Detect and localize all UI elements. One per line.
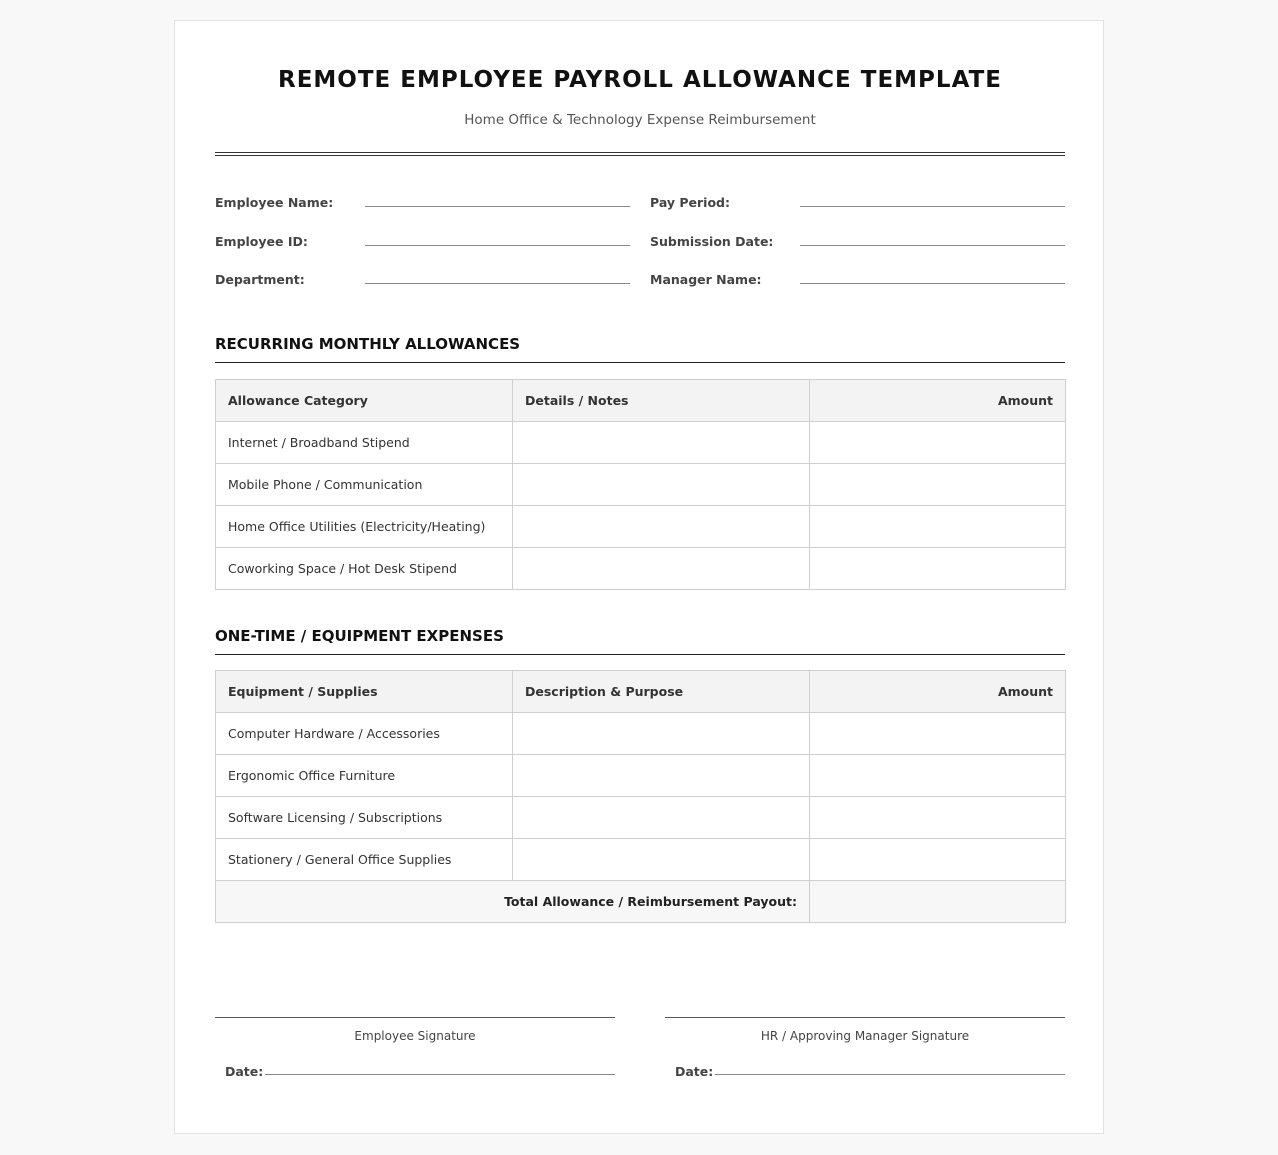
employee-name-field[interactable] <box>215 193 630 217</box>
manager-name-line[interactable] <box>800 283 1065 284</box>
equipment-cell: Computer Hardware / Accessories <box>216 713 513 755</box>
employee-date-label: Date: <box>225 1064 264 1079</box>
employee-signature-block <box>215 1017 615 1079</box>
employee-id-label: Employee ID: <box>215 234 308 249</box>
employee-name-label: Employee Name: <box>215 195 334 210</box>
pay-period-line[interactable] <box>800 206 1065 207</box>
submission-date-label: Submission Date: <box>650 234 774 249</box>
total-row <box>216 881 1066 923</box>
department-line[interactable] <box>365 283 630 284</box>
document-title: REMOTE EMPLOYEE PAYROLL ALLOWANCE TEMPLATE <box>277 67 1002 93</box>
column-header: Allowance Category <box>216 380 513 422</box>
employee-signature-label: Employee Signature <box>354 1029 476 1043</box>
equipment-cell: Ergonomic Office Furniture <box>216 755 513 797</box>
table-row <box>216 422 1066 464</box>
employee-signature-line[interactable] <box>215 1017 615 1018</box>
notes-cell[interactable] <box>513 506 810 548</box>
table-row <box>216 506 1066 548</box>
category-cell: Mobile Phone / Communication <box>216 464 513 506</box>
submission-date-field[interactable] <box>650 232 1065 256</box>
notes-cell[interactable] <box>513 422 810 464</box>
description-cell[interactable] <box>513 839 810 881</box>
description-cell[interactable] <box>513 797 810 839</box>
amount-cell[interactable] <box>810 548 1066 590</box>
department-label: Department: <box>215 272 305 287</box>
amount-cell[interactable] <box>810 839 1066 881</box>
category-cell: Home Office Utilities (Electricity/Heating) <box>216 506 513 548</box>
notes-cell[interactable] <box>513 464 810 506</box>
notes-cell[interactable] <box>513 548 810 590</box>
amount-cell[interactable] <box>810 506 1066 548</box>
table-header-row <box>216 671 1066 713</box>
description-cell[interactable] <box>513 755 810 797</box>
amount-cell[interactable] <box>810 755 1066 797</box>
category-cell: Coworking Space / Hot Desk Stipend <box>216 548 513 590</box>
pay-period-field[interactable] <box>650 193 1065 217</box>
department-field[interactable] <box>215 270 630 294</box>
amount-cell[interactable] <box>810 464 1066 506</box>
approver-signature-label: HR / Approving Manager Signature <box>760 1029 970 1043</box>
table-row <box>216 755 1066 797</box>
approver-date-line[interactable] <box>715 1074 1065 1075</box>
table-row <box>216 464 1066 506</box>
column-header: Amount <box>810 671 1066 713</box>
approver-signature-line[interactable] <box>665 1017 1065 1018</box>
table-row <box>216 839 1066 881</box>
description-cell[interactable] <box>513 713 810 755</box>
amount-cell[interactable] <box>810 713 1066 755</box>
document-page <box>174 20 1104 1134</box>
manager-name-field[interactable] <box>650 270 1065 294</box>
column-header: Details / Notes <box>513 380 810 422</box>
table-row <box>216 548 1066 590</box>
employee-name-line[interactable] <box>365 206 630 207</box>
equipment-expenses-table <box>215 670 1066 923</box>
manager-name-label: Manager Name: <box>650 272 762 287</box>
category-cell: Internet / Broadband Stipend <box>216 422 513 464</box>
submission-date-line[interactable] <box>800 245 1065 246</box>
amount-cell[interactable] <box>810 797 1066 839</box>
recurring-allowances-table <box>215 379 1066 590</box>
pay-period-label: Pay Period: <box>650 195 730 210</box>
document-subtitle: Home Office & Technology Expense Reimbursement <box>464 112 816 128</box>
table-row <box>216 713 1066 755</box>
employee-date-line[interactable] <box>265 1074 615 1075</box>
header-divider <box>215 152 1065 156</box>
column-header: Amount <box>810 380 1066 422</box>
onetime-section-title: ONE-TIME / EQUIPMENT EXPENSES <box>215 627 1065 655</box>
equipment-cell: Stationery / General Office Supplies <box>216 839 513 881</box>
table-row <box>216 797 1066 839</box>
total-amount-cell[interactable] <box>810 881 1066 923</box>
column-header: Description & Purpose <box>513 671 810 713</box>
equipment-cell: Software Licensing / Subscriptions <box>216 797 513 839</box>
approver-signature-block <box>665 1017 1065 1079</box>
approver-date-label: Date: <box>675 1064 714 1079</box>
employee-id-field[interactable] <box>215 232 630 256</box>
table-header-row <box>216 380 1066 422</box>
employee-id-line[interactable] <box>365 245 630 246</box>
amount-cell[interactable] <box>810 422 1066 464</box>
total-label: Total Allowance / Reimbursement Payout: <box>216 881 810 923</box>
recurring-section-title: RECURRING MONTHLY ALLOWANCES <box>215 335 1065 363</box>
column-header: Equipment / Supplies <box>216 671 513 713</box>
